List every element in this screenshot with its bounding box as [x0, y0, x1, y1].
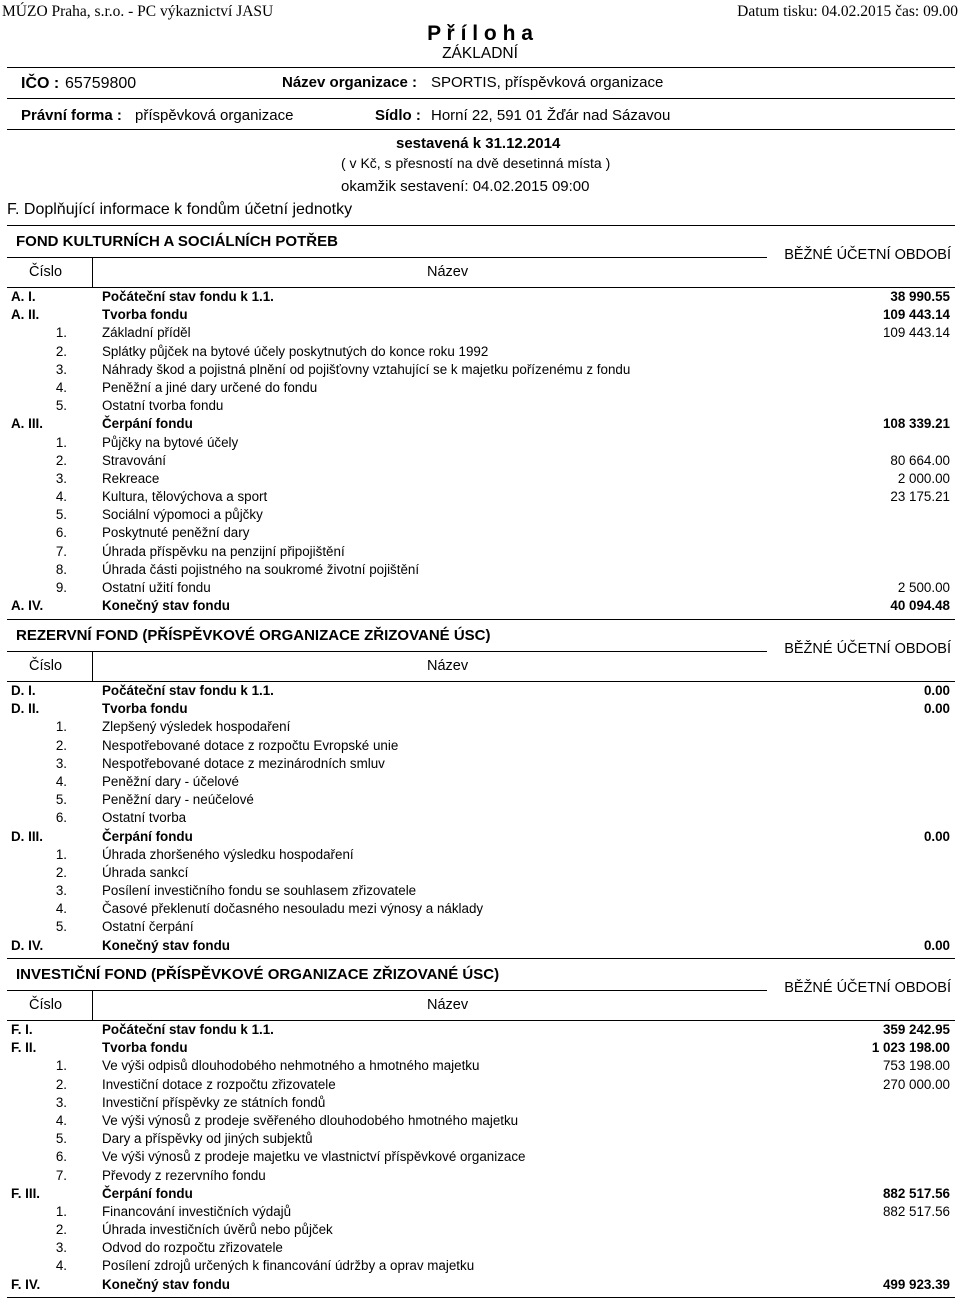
row-name: Ve výši výnosů z prodeje majetku ve vlastnictví příspěvkové organizace [102, 1149, 526, 1165]
document-subtitle: ZÁKLADNÍ [442, 45, 518, 62]
compilation-moment: okamžik sestavení: 04.02.2015 09:00 [341, 178, 590, 195]
header-top-line [7, 257, 767, 258]
row-name: Odvod do rozpočtu zřizovatele [102, 1240, 283, 1256]
row-value: 270 000.00 [882, 1076, 950, 1092]
row-number: 3. [55, 1240, 67, 1256]
col-header-name: Název [427, 264, 469, 280]
row-name: Peněžní a jiné dary určené do fondu [102, 379, 318, 395]
row-number: 2. [55, 864, 67, 880]
table-row [7, 1167, 955, 1185]
col-header-number: Číslo [29, 997, 63, 1013]
fund-section-investment [7, 958, 955, 1298]
row-name: Úhrada investičních úvěrů nebo půjček [102, 1222, 333, 1238]
row-number: 6. [55, 525, 67, 541]
row-name: Posílení zdrojů určených k financování údržby a oprav majetku [102, 1258, 475, 1274]
row-name: Sociální výpomoci a půjčky [102, 507, 263, 523]
fund-section-fksp [7, 225, 955, 617]
row-number: 5. [55, 919, 67, 935]
table-row [7, 288, 955, 306]
row-name: Stravování [102, 452, 167, 468]
row-number: F. I. [11, 1022, 33, 1037]
row-name: Ostatní čerpání [102, 919, 194, 935]
table-row [7, 1221, 955, 1239]
org-name-value: SPORTIS, příspěvková organizace [431, 74, 664, 91]
table-row [7, 700, 955, 718]
row-number: A. III. [11, 416, 43, 432]
row-number: 3. [55, 883, 67, 899]
row-name: Počáteční stav fondu k 1.1. [102, 1022, 274, 1037]
table-row [7, 1257, 955, 1275]
row-value: 2 500.00 [897, 580, 950, 595]
seat-label: Sídlo : [375, 107, 421, 124]
row-number: 1. [55, 325, 67, 341]
row-name: Kultura, tělovýchova a sport [102, 489, 268, 505]
row-name: Náhrady škod a pojistná plnění od pojišťovny vztahující se k majetku pořízenému z fondu [102, 361, 631, 377]
table-row [7, 524, 955, 542]
col-header-period: BĚŽNÉ ÚČETNÍ OBDOBÍ [784, 641, 951, 657]
organization-box [7, 67, 955, 130]
row-name: Převody z rezervního fondu [102, 1167, 266, 1183]
row-value: 0.00 [923, 701, 950, 717]
row-name: Tvorba fondu [102, 1040, 188, 1056]
row-name: Peněžní dary - neúčelové [102, 792, 254, 808]
row-name: Poskytnuté peněžní dary [102, 525, 250, 541]
table-row [7, 1130, 955, 1148]
header-top-line [7, 990, 767, 991]
row-name: Konečný stav fondu [102, 937, 230, 953]
table-row [7, 682, 955, 700]
document-title: P ř í l o h a [427, 22, 533, 45]
table-row [7, 1203, 955, 1221]
table-row [7, 343, 955, 361]
row-number: F. IV. [11, 1276, 41, 1292]
row-value: 1 023 198.00 [871, 1040, 950, 1056]
print-datetime: Datum tisku: 04.02.2015 čas: 09.00 [737, 3, 958, 20]
row-number: 8. [55, 561, 67, 577]
col-header-number: Číslo [29, 264, 63, 280]
table-row [7, 864, 955, 882]
seat-value: Horní 22, 591 01 Žďár nad Sázavou [431, 107, 671, 124]
row-name: Peněžní dary - účelové [102, 773, 239, 789]
row-name: Ostatní užití fondu [102, 580, 211, 595]
row-name: Úhrada sankcí [102, 864, 189, 880]
row-number: 2. [55, 1076, 67, 1092]
table-row [7, 579, 955, 597]
row-value: 359 242.95 [882, 1022, 950, 1037]
table-row [7, 937, 955, 955]
row-number: 2. [55, 343, 67, 359]
table-row [7, 1276, 955, 1294]
legal-form-value: příspěvková organizace [135, 107, 294, 124]
row-value: 40 094.48 [890, 598, 950, 614]
row-name: Ve výši výnosů z prodeje svěřeného dlouhodobého hmotného majetku [102, 1112, 519, 1128]
row-name: Splátky půjček na bytové účely poskytnutých do konce roku 1992 [102, 343, 489, 359]
compiled-date: sestavená k 31.12.2014 [396, 135, 561, 152]
row-number: D. III. [11, 828, 43, 844]
row-number: 9. [55, 580, 67, 595]
row-value: 499 923.39 [882, 1276, 950, 1292]
table-row [7, 809, 955, 827]
table-row [7, 791, 955, 809]
row-number: 7. [55, 1167, 67, 1183]
table-row [7, 397, 955, 415]
row-number: 4. [55, 489, 67, 505]
legal-form-label: Právní forma : [21, 107, 122, 124]
table-row [7, 846, 955, 864]
row-number: 2. [55, 737, 67, 753]
row-number: 4. [55, 1258, 67, 1274]
table-row [7, 1148, 955, 1166]
row-name: Financování investičních výdajů [102, 1203, 292, 1219]
row-value: 80 664.00 [890, 452, 950, 468]
table-row [7, 1239, 955, 1257]
row-number: 5. [55, 507, 67, 523]
row-name: Posílení investičního fondu se souhlasem zřizovatele [102, 883, 417, 899]
table-row [7, 506, 955, 524]
row-value: 23 175.21 [890, 489, 950, 505]
row-name: Nespotřebované dotace z mezinárodních smluv [102, 755, 385, 771]
row-number: A. IV. [11, 598, 44, 614]
table-row [7, 379, 955, 397]
row-name: Investiční příspěvky ze státních fondů [102, 1094, 326, 1110]
row-number: A. II. [11, 307, 40, 323]
ico-label: IČO : [21, 75, 60, 92]
table-row [7, 900, 955, 918]
row-value: 882 517.56 [882, 1185, 950, 1201]
table-row [7, 755, 955, 773]
row-name: Ostatní tvorba [102, 810, 187, 826]
row-name: Počáteční stav fondu k 1.1. [102, 289, 274, 304]
row-value: 108 339.21 [882, 416, 950, 432]
col-divider [92, 651, 93, 681]
row-number: 3. [55, 361, 67, 377]
section-rows [7, 288, 955, 615]
table-row [7, 434, 955, 452]
table-row [7, 1076, 955, 1094]
table-row [7, 597, 955, 615]
row-value: 0.00 [923, 683, 950, 698]
row-number: 1. [55, 846, 67, 862]
precision-note: ( v Kč, s přesností na dvě desetinná místa ) [341, 155, 611, 171]
table-row [7, 1112, 955, 1130]
row-number: D. I. [11, 683, 36, 698]
row-number: 2. [55, 1222, 67, 1238]
row-number: 2. [55, 452, 67, 468]
table-row [7, 1039, 955, 1057]
col-divider [92, 990, 93, 1020]
row-name: Časové překlenutí dočasného nesouladu mezi výnosy a náklady [102, 901, 484, 917]
row-name: Počáteční stav fondu k 1.1. [102, 683, 274, 698]
table-row [7, 1094, 955, 1112]
row-number: 5. [55, 792, 67, 808]
col-header-name: Název [427, 658, 469, 674]
row-name: Čerpání fondu [102, 828, 193, 844]
row-value: 2 000.00 [897, 470, 950, 486]
row-number: 1. [55, 1058, 67, 1074]
section-title: FOND KULTURNÍCH A SOCIÁLNÍCH POTŘEB [16, 233, 338, 250]
section-title: INVESTIČNÍ FOND (PŘÍSPĚVKOVÉ ORGANIZACE ZŘIZOVANÉ ÚSC) [16, 966, 500, 983]
print-header [0, 0, 960, 22]
section-title: REZERVNÍ FOND (PŘÍSPĚVKOVÉ ORGANIZACE ZŘIZOVANÉ ÚSC) [16, 627, 491, 644]
row-name: Tvorba fondu [102, 701, 188, 717]
table-row [7, 543, 955, 561]
row-name: Půjčky na bytové účely [102, 434, 239, 450]
row-name: Ostatní tvorba fondu [102, 398, 224, 414]
row-number: 1. [55, 719, 67, 735]
header-top-line [7, 651, 767, 652]
table-row [7, 1185, 955, 1203]
row-name: Čerpání fondu [102, 1185, 193, 1201]
table-row [7, 324, 955, 342]
row-number: 7. [55, 543, 67, 559]
table-row [7, 1057, 955, 1075]
row-value: 38 990.55 [890, 289, 950, 304]
row-number: 4. [55, 773, 67, 789]
row-value: 109 443.14 [882, 307, 950, 323]
fund-section-reserve [7, 619, 955, 955]
part-title: F. Doplňující informace k fondům účetní jednotky [7, 201, 353, 218]
col-header-period: BĚŽNÉ ÚČETNÍ OBDOBÍ [784, 980, 951, 996]
ico-value: 65759800 [65, 75, 137, 92]
row-number: 3. [55, 755, 67, 771]
table-row [7, 488, 955, 506]
row-number: D. II. [11, 701, 40, 717]
row-number: 3. [55, 1094, 67, 1110]
col-header-name: Název [427, 997, 469, 1013]
col-header-period: BĚŽNÉ ÚČETNÍ OBDOBÍ [784, 247, 951, 263]
row-name: Nespotřebované dotace z rozpočtu Evropské unie [102, 737, 399, 753]
table-row [7, 306, 955, 324]
row-name: Rekreace [102, 470, 160, 486]
row-value: 0.00 [923, 828, 950, 844]
table-row [7, 737, 955, 755]
row-number: 6. [55, 810, 67, 826]
row-name: Konečný stav fondu [102, 598, 230, 614]
row-number: 5. [55, 398, 67, 414]
row-number: D. IV. [11, 937, 44, 953]
row-name: Tvorba fondu [102, 307, 188, 323]
row-number: 6. [55, 1149, 67, 1165]
row-number: A. I. [11, 289, 36, 304]
row-name: Ve výši odpisů dlouhodobého nehmotného a hmotného majetku [102, 1058, 480, 1074]
software-name: MÚZO Praha, s.r.o. - PC výkaznictví JASU [2, 3, 274, 20]
row-value: 109 443.14 [882, 325, 950, 341]
table-row [7, 1021, 955, 1039]
row-name: Úhrada zhoršeného výsledku hospodaření [102, 846, 354, 862]
section-rows [7, 1021, 955, 1294]
row-name: Základní příděl [102, 325, 191, 341]
table-row [7, 773, 955, 791]
row-value: 882 517.56 [882, 1203, 950, 1219]
row-number: 3. [55, 470, 67, 486]
row-name: Konečný stav fondu [102, 1276, 230, 1292]
row-name: Dary a příspěvky od jiných subjektů [102, 1131, 313, 1147]
col-header-number: Číslo [29, 658, 63, 674]
row-number: F. II. [11, 1040, 37, 1056]
table-row [7, 361, 955, 379]
row-name: Zlepšený výsledek hospodaření [102, 719, 291, 735]
table-row [7, 452, 955, 470]
row-number: 4. [55, 901, 67, 917]
table-row [7, 561, 955, 579]
col-divider [92, 257, 93, 287]
row-name: Úhrada části pojistného na soukromé životní pojištění [102, 561, 420, 577]
row-name: Čerpání fondu [102, 416, 193, 432]
org-divider [7, 98, 955, 99]
org-name-label: Název organizace : [282, 74, 418, 91]
table-row [7, 882, 955, 900]
row-value: 0.00 [923, 937, 950, 953]
row-name: Investiční dotace z rozpočtu zřizovatele [102, 1076, 336, 1092]
table-row [7, 828, 955, 846]
row-number: 1. [55, 1203, 67, 1219]
row-name: Úhrada příspěvku na penzijní připojištění [102, 543, 345, 559]
row-number: 1. [55, 434, 67, 450]
table-row [7, 470, 955, 488]
section-rows [7, 682, 955, 955]
row-value: 753 198.00 [882, 1058, 950, 1074]
table-row [7, 415, 955, 433]
row-number: 4. [55, 1112, 67, 1128]
row-number: 5. [55, 1131, 67, 1147]
table-row [7, 718, 955, 736]
table-row [7, 918, 955, 936]
row-number: 4. [55, 379, 67, 395]
row-number: F. III. [11, 1185, 41, 1201]
